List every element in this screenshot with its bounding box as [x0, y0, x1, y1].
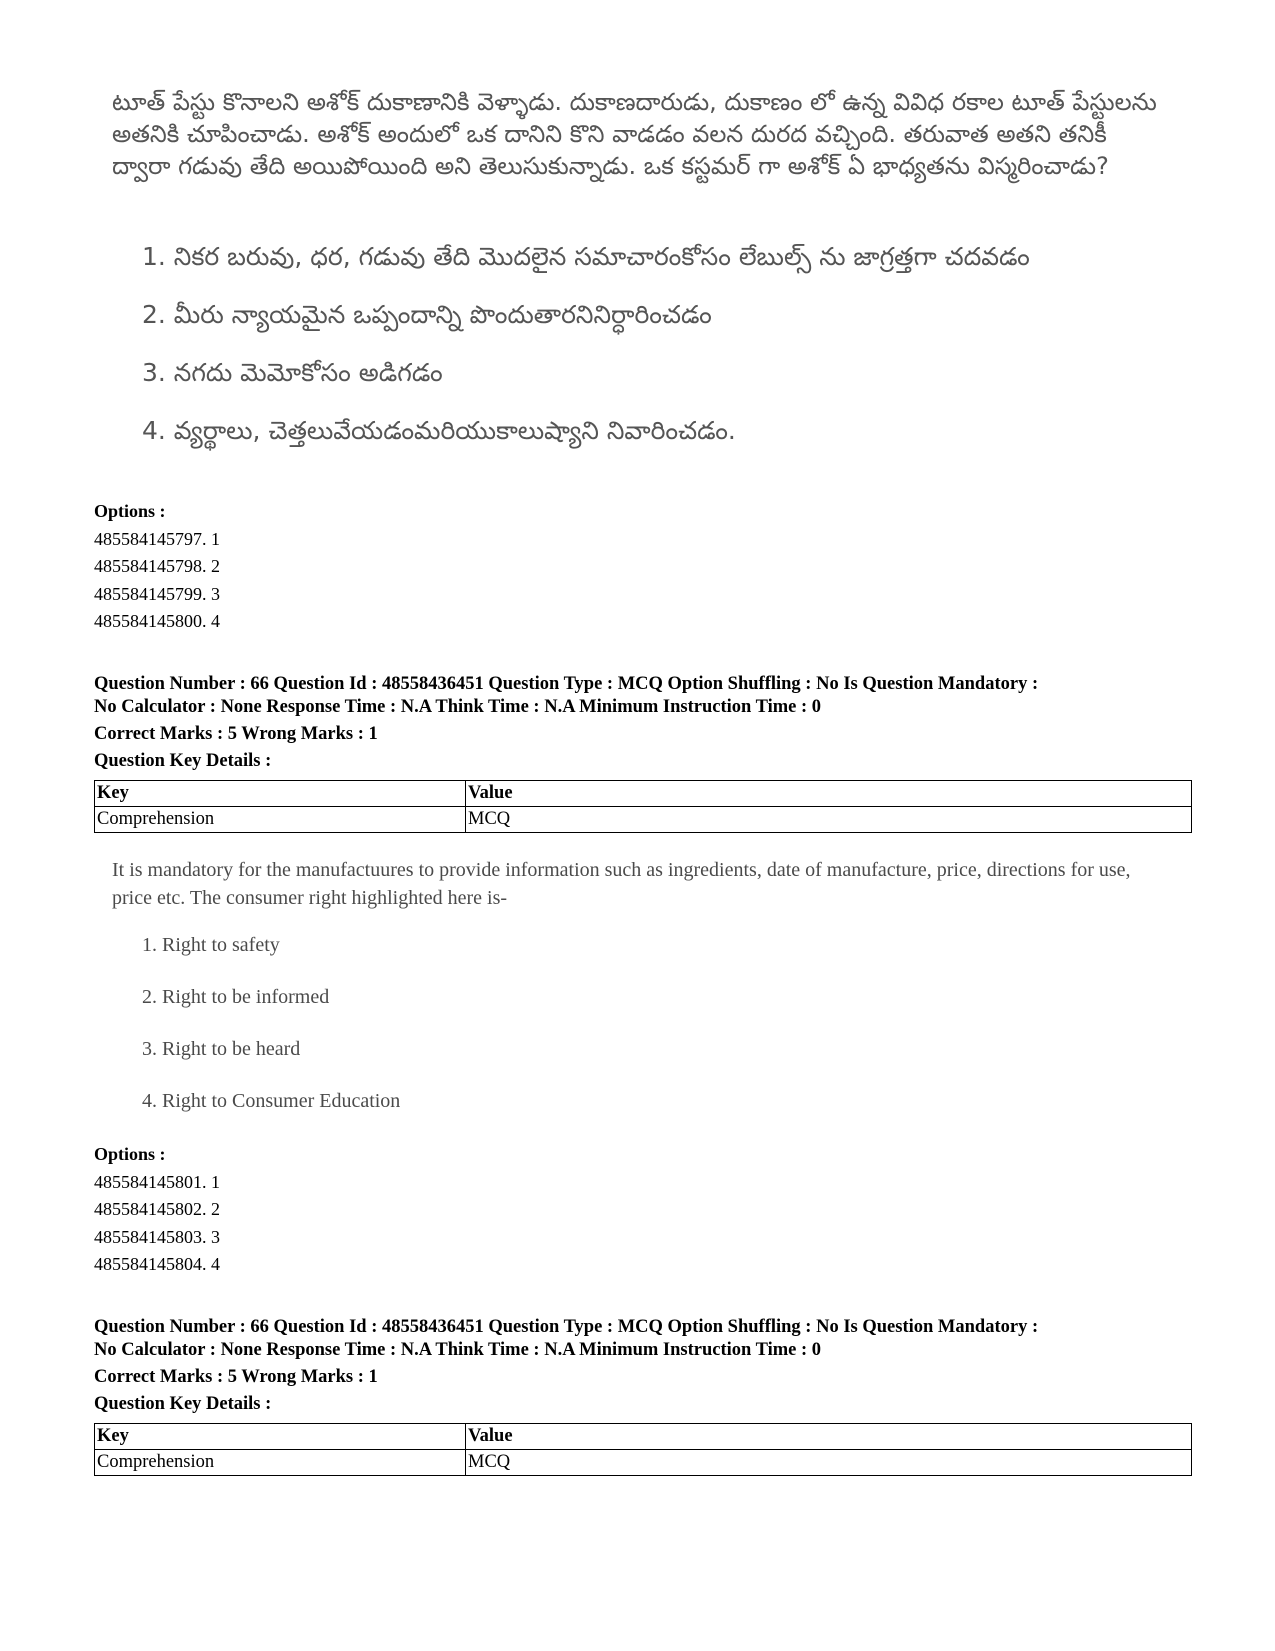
question-66-image [112, 856, 1172, 1140]
table-header-row [95, 781, 1192, 807]
cell-key: Comprehension [95, 1450, 466, 1476]
table-header-row [95, 1424, 1192, 1450]
cell-key: Comprehension [95, 807, 466, 833]
header-value: Value [466, 781, 1192, 807]
choice-1: 1. నికర బరువు, ధర, గడువు తేది మొదలైన సమాచారంకోసం లేబుల్స్ ను జాగ్రత్తగా చదవడం [142, 242, 1030, 271]
choice-1: 1. Right to safety [142, 934, 280, 956]
choice-2: 2. Right to be informed [142, 986, 330, 1008]
table-row [95, 807, 1192, 833]
question-stem: It is mandatory for the manufactuures to provide information such as ingredients, date of manufacture, price, directions for use, price etc. The consumer right highlighted here is- [112, 859, 1131, 909]
option-item: 485584145801. 1 [94, 1171, 220, 1192]
options-list [94, 498, 220, 636]
meta-line: No Calculator : None Response Time : N.A Think Time : N.A Minimum Instruction Time : 0 [94, 697, 822, 717]
options-heading: Options : [94, 1144, 166, 1164]
question-choices [142, 932, 1172, 1140]
options-list [94, 1141, 220, 1279]
question-65-image [112, 86, 1172, 474]
options-heading: Options : [94, 501, 166, 521]
choice-3: 3. Right to be heard [142, 1038, 301, 1060]
header-value: Value [466, 1424, 1192, 1450]
header-key: Key [95, 1424, 466, 1450]
meta-line: Question Number : 66 Question Id : 48558436451 Question Type : MCQ Option Shuffling : No Is Question Mandatory : [94, 674, 1039, 694]
table-row [95, 1450, 1192, 1476]
option-item: 485584145803. 3 [94, 1226, 220, 1247]
cell-value: MCQ [466, 807, 1192, 833]
question-key-table [94, 780, 1192, 833]
question-meta [94, 673, 1194, 773]
marks-line: Correct Marks : 5 Wrong Marks : 1 [94, 1367, 378, 1387]
choice-4: 4. Right to Consumer Education [142, 1090, 401, 1112]
header-key: Key [95, 781, 466, 807]
question-stem: టూత్ పేస్టు కొనాలని అశోక్ దుకాణానికి వెళ్ళాడు. దుకాణదారుడు, దుకాణం లో ఉన్న వివిధ రకాల టూత్ పేస్టులను అతనికి చూపించాడు. అశోక్ అందులో ఒక దానిని కొని వాడడం వలన దురద వచ్చింది. తరువాత అతని తనికీ ద్వారా గడువు తేది అయిపోయింది అని తెలుసుకున్నాడు. ఒక కస్టమర్ గా అశోక్ ఏ భాధ్యతను విస్మరించాడు? [112, 88, 1157, 180]
meta-line: No Calculator : None Response Time : N.A Think Time : N.A Minimum Instruction Time : 0 [94, 1340, 822, 1360]
choice-3: 3. నగదు మెమోకోసం అడిగడం [142, 358, 443, 387]
question-choices [142, 242, 1172, 474]
question-key-table [94, 1423, 1192, 1476]
option-item: 485584145800. 4 [94, 611, 220, 631]
key-details-heading: Question Key Details : [94, 751, 272, 771]
choice-2: 2. మీరు న్యాయమైన ఒప్పందాన్ని పొందుతారనినిర్ధారించడం [142, 300, 712, 329]
marks-line: Correct Marks : 5 Wrong Marks : 1 [94, 724, 378, 744]
question-meta [94, 1316, 1194, 1416]
key-details-heading: Question Key Details : [94, 1394, 272, 1414]
option-item: 485584145804. 4 [94, 1254, 220, 1274]
meta-line: Question Number : 66 Question Id : 48558436451 Question Type : MCQ Option Shuffling : No Is Question Mandatory : [94, 1317, 1039, 1337]
option-item: 485584145802. 2 [94, 1199, 220, 1219]
option-item: 485584145798. 2 [94, 556, 220, 576]
cell-value: MCQ [466, 1450, 1192, 1476]
choice-4: 4. వ్యర్థాలు, చెత్తలువేయడంమరియుకాలుష్యాని నివారించడం. [142, 416, 736, 445]
option-item: 485584145797. 1 [94, 528, 220, 549]
option-item: 485584145799. 3 [94, 583, 220, 604]
